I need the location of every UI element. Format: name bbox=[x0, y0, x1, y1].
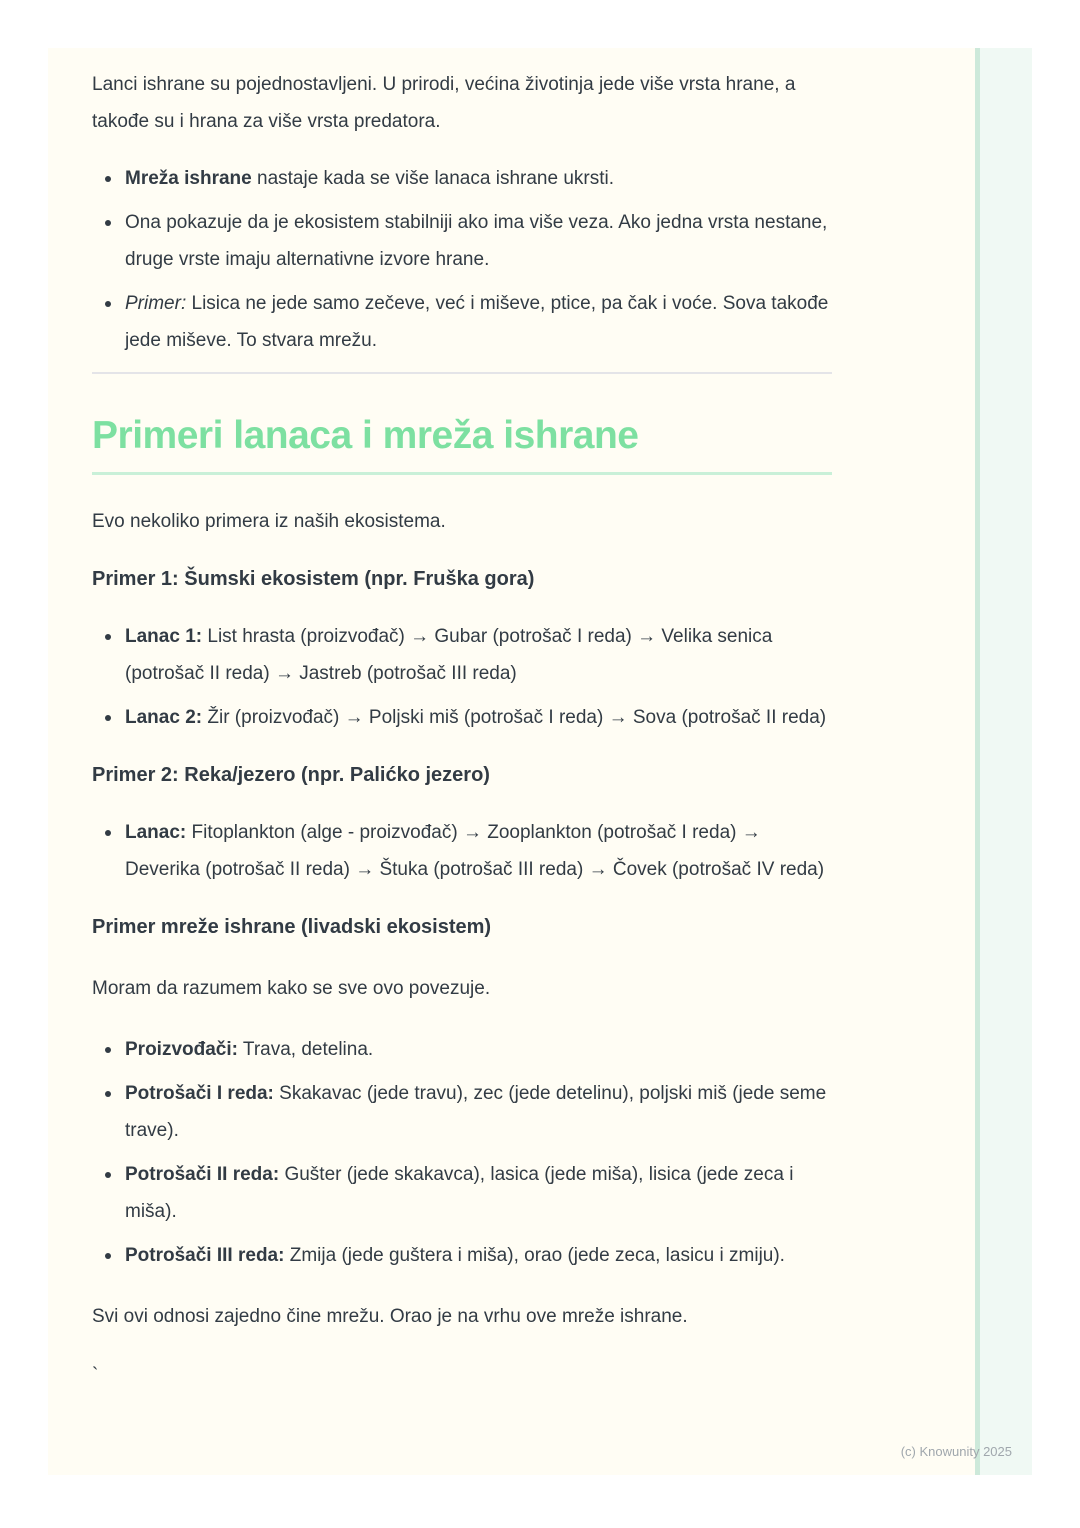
bullet-text: nastaje kada se više lanaca ishrane ukrsti. bbox=[251, 168, 614, 189]
list-item bbox=[92, 699, 832, 736]
bullet-text: List hrasta (proizvođač) → Gubar (potrošač I reda) → Velika senica (potrošač II reda) → Jastreb (potrošač III reda) bbox=[125, 626, 773, 684]
list-item bbox=[92, 618, 832, 692]
intro-paragraph bbox=[92, 66, 832, 140]
web-example-bullet-list bbox=[92, 1031, 832, 1274]
list-item bbox=[92, 1075, 832, 1149]
bullet-bold-label: Mreža ishrane bbox=[125, 168, 252, 189]
bullet-text: Trava, detelina. bbox=[237, 1039, 374, 1060]
example1-bullet-list bbox=[92, 618, 832, 736]
list-item bbox=[92, 1237, 832, 1274]
list-item bbox=[92, 285, 832, 359]
closing-paragraph: Svi ovi odnosi zajedno čine mrežu. Orao je na vrhu ove mreže ishrane. bbox=[92, 1306, 688, 1327]
example1-heading: Primer 1: Šumski ekosistem (npr. Fruška gora) bbox=[92, 568, 535, 590]
bullet-text: Ona pokazuje da je ekosistem stabilniji ako ima više veza. Ako jedna vrsta nestane, druge vrste imaju alternativne izvore hrane. bbox=[125, 212, 828, 270]
bullet-text: Skakavac (jede travu), zec (jede detelinu), poljski miš (jede seme trave). bbox=[125, 1083, 827, 1141]
bullet-text: Fitoplankton (alge - proizvođač) → Zooplankton (potrošač I reda) → Deverika (potrošač II reda) → Štuka (potrošač III reda) → Čovek (potrošač IV reda) bbox=[125, 822, 825, 880]
copyright-footer: (c) Knowunity 2025 bbox=[900, 1444, 1012, 1459]
bullet-bold-label: Potrošači I reda: bbox=[125, 1083, 274, 1104]
bullet-bold-label: Potrošači II reda: bbox=[125, 1164, 280, 1185]
bullet-italic-label: Primer: bbox=[125, 293, 187, 314]
content-card bbox=[48, 48, 1032, 1475]
bullet-bold-label: Potrošači III reda: bbox=[125, 1245, 285, 1266]
list-item bbox=[92, 1156, 832, 1230]
page-edge-accent bbox=[975, 48, 1032, 1475]
bullet-bold-label: Lanac 2: bbox=[125, 707, 203, 728]
bullet-bold-label: Lanac: bbox=[125, 822, 187, 843]
intro-paragraph-text: Lanci ishrane su pojednostavljeni. U prirodi, većina životinja jede više vrsta hrane, a takođe su i hrana za više vrsta predatora. bbox=[92, 74, 796, 132]
section-title: Primeri lanaca i mreža ishrane bbox=[92, 412, 832, 475]
web-example-note: Moram da razumem kako se sve ovo povezuje. bbox=[92, 978, 491, 999]
stray-backtick: ` bbox=[92, 1365, 99, 1386]
bullet-bold-label: Lanac 1: bbox=[125, 626, 203, 647]
web-example-heading: Primer mreže ishrane (livadski ekosistem) bbox=[92, 916, 492, 938]
bullet-text: Gušter (jede skakavca), lasica (jede miša), lisica (jede zeca i miša). bbox=[125, 1164, 794, 1222]
list-item bbox=[92, 1031, 832, 1068]
example2-heading: Primer 2: Reka/jezero (npr. Palićko jezero) bbox=[92, 764, 490, 786]
example2-bullet-list bbox=[92, 814, 832, 888]
list-item bbox=[92, 160, 832, 197]
bullet-bold-label: Proizvođači: bbox=[125, 1039, 238, 1060]
bullet-text: Lisica ne jede samo zečeve, već i miševe, ptice, pa čak i voće. Sova takođe jede miševe. To stvara mrežu. bbox=[125, 293, 829, 351]
bullet-text: Žir (proizvođač) → Poljski miš (potrošač I reda) → Sova (potrošač II reda) bbox=[202, 707, 827, 728]
intro-bullet-list bbox=[92, 160, 832, 359]
list-item bbox=[92, 814, 832, 888]
document-content bbox=[92, 66, 832, 1394]
section-divider bbox=[92, 372, 832, 374]
bullet-text: Zmija (jede guštera i miša), orao (jede zeca, lasicu i zmiju). bbox=[284, 1245, 785, 1266]
section-lead: Evo nekoliko primera iz naših ekosistema. bbox=[92, 511, 446, 532]
list-item bbox=[92, 204, 832, 278]
